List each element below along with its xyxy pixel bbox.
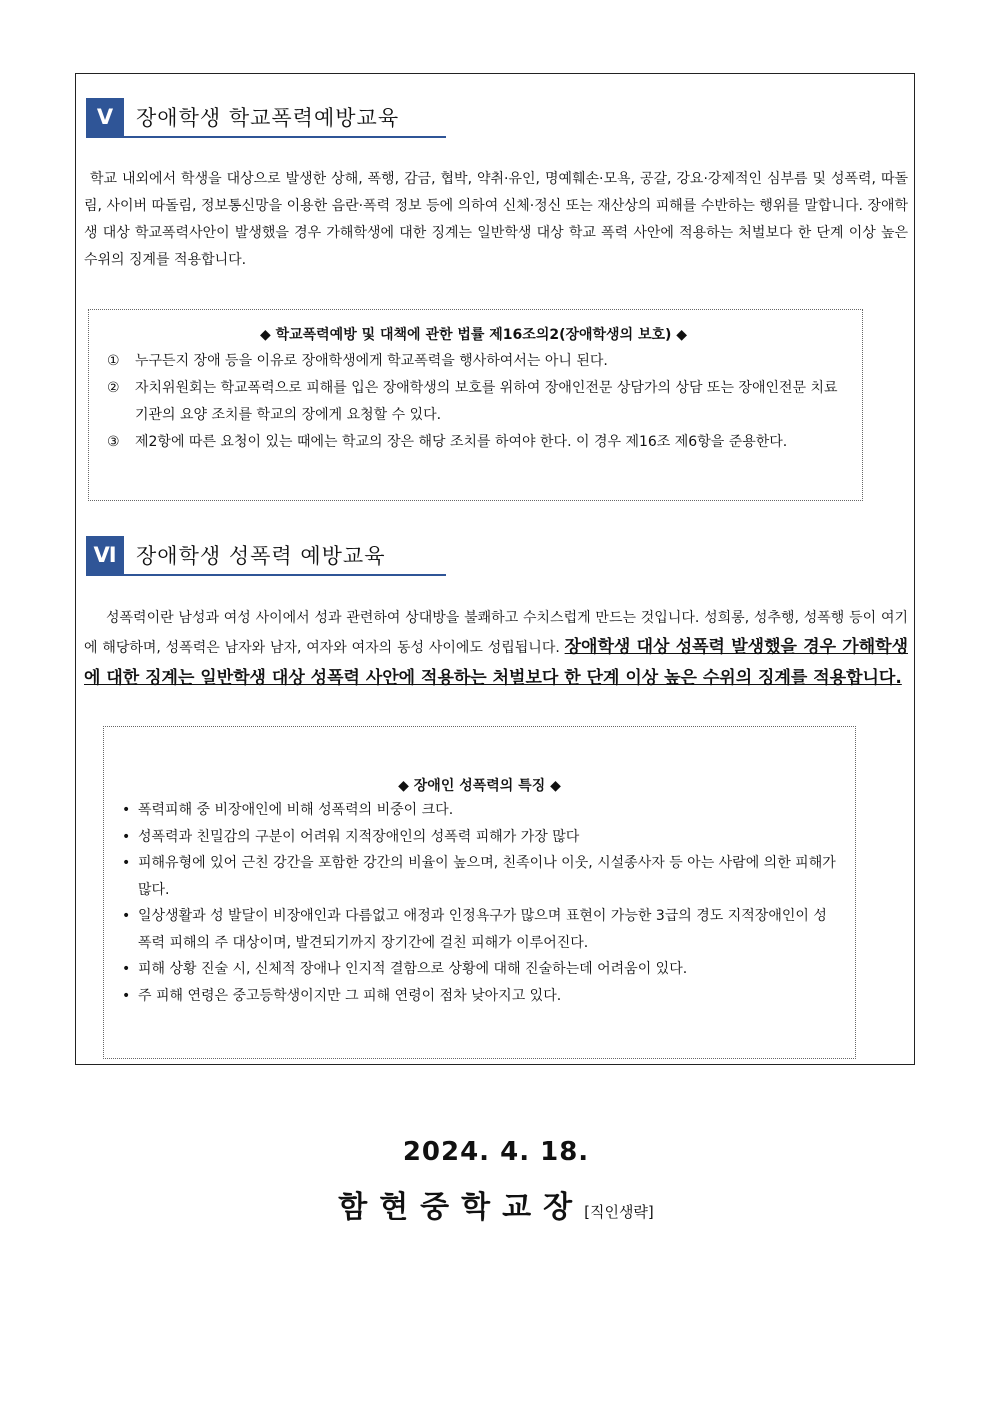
section-5-header [86, 98, 446, 138]
feature-item-text: 폭력피해 중 비장애인에 비해 성폭력의 비중이 크다. [138, 802, 454, 818]
content-frame [75, 73, 915, 1065]
feature-item-text: 주 피해 연령은 중고등학생이지만 그 피해 연령이 점차 낮아지고 있다. [138, 987, 562, 1004]
feature-item [122, 797, 837, 824]
section-5-number: Ⅴ [86, 98, 124, 136]
law-box-title: ◆ 학교폭력예방 및 대책에 관한 법률 제16조의2(장애학생의 보호) ◆ [259, 327, 688, 343]
bullet-icon: • [122, 908, 131, 924]
feature-item-text: 일상생활과 성 발달이 비장애인과 다름없고 애정과 인정욕구가 많으며 표현이 가능한 3급의 경도 지적장애인이 성폭력 피해의 주 대상이며, 발견되기까지 장기간에 걸친 피해가 이루어진다. [138, 908, 827, 951]
law-item-number: ③ [107, 434, 120, 450]
feature-item-text: 성폭력과 친밀감의 구분이 어려워 지적장애인의 성폭력 피해가 가장 많다 [138, 828, 580, 845]
signer-line [0, 1182, 992, 1226]
section-6-number: Ⅵ [86, 536, 124, 574]
bullet-icon: • [122, 855, 131, 871]
feature-item [122, 850, 837, 903]
document-date: 2024. 4. 18. [402, 1137, 590, 1167]
feature-item-text: 피해유형에 있어 근친 강간을 포함한 강간의 비율이 높으며, 친족이나 이웃, 시설종사자 등 아는 사람에 의한 피해가 많다. [138, 855, 836, 898]
seal-omitted-note: [직인생략] [584, 1203, 654, 1221]
feature-item-text: 피해 상황 진술 시, 신체적 장애나 인지적 결함으로 상황에 대해 진술하는데 어려움이 있다. [138, 961, 688, 977]
law-box [88, 309, 863, 501]
bullet-icon: • [122, 961, 131, 977]
bullet-icon: • [122, 987, 131, 1004]
law-item-number: ② [107, 380, 120, 396]
feature-item [122, 824, 837, 851]
section-5-body: 학교 내외에서 학생을 대상으로 발생한 상해, 폭행, 감금, 협박, 약취·유인, 명예훼손·모욕, 공갈, 강요·강제적인 심부름 및 성폭력, 따돌림, 사이버 따돌림, 정보통신망을 이용한 음란·폭력 정보 등에 의하여 신체·정신 또는 재산상의 피해를 수반하는 행위를 말합니다. 장애학생 대상 학교폭력사안이 발생했을 경우 가해학생에 대한 징계는 일반학생 대상 학교 폭력 사안에 적용하는 처벌보다 한 단계 이상 높은 수위의 징계를 적용합니다. [84, 171, 908, 268]
section-6-header [86, 536, 446, 576]
section-6-title: 장애학생 성폭력 예방교육 [136, 544, 386, 568]
section-6-emphasis: 장애학생 대상 성폭력 발생했을 경우 가해학생에 대한 징계는 일반학생 대상 성폭력 사안에 적용하는 처벌보다 한 단계 이상 높은 수위의 징계를 적용합니다. [84, 637, 908, 688]
law-item [107, 429, 840, 456]
bullet-icon: • [122, 802, 131, 818]
feature-item [122, 903, 837, 956]
section-6-body [84, 605, 908, 694]
feature-box-title: ◆ 장애인 성폭력의 특징 ◆ [398, 778, 561, 794]
law-item [107, 348, 840, 375]
feature-item [122, 956, 837, 983]
law-item [107, 375, 840, 429]
law-item-text: 자치위원회는 학교폭력으로 피해를 입은 장애학생의 보호를 위하여 장애인전문 상담가의 상담 또는 장애인전문 치료기관의 요양 조치를 학교의 장에게 요청할 수 있다. [135, 380, 838, 423]
feature-box [103, 726, 856, 1059]
signer-name: 함현중학교장 [338, 1190, 585, 1225]
section-6-body-text: 성폭력이란 남성과 여성 사이에서 성과 관련하여 상대방을 불쾌하고 수치스럽게 만드는 것입니다. 성희롱, 성추행, 성폭행 등이 여기에 해당하며, 성폭력은 남자와 남자, 여자와 여자의 동성 사이에도 성립됩니다. [84, 610, 908, 656]
law-item-text: 제2항에 따른 요청이 있는 때에는 학교의 장은 해당 조치를 하여야 한다. 이 경우 제16조 제6항을 준용한다. [135, 434, 788, 450]
feature-item [122, 983, 837, 1010]
section-5-title: 장애학생 학교폭력예방교육 [136, 106, 400, 130]
law-item-text: 누구든지 장애 등을 이유로 장애학생에게 학교폭력을 행사하여서는 아니 된다. [135, 353, 608, 369]
law-item-number: ① [107, 353, 120, 369]
bullet-icon: • [122, 828, 131, 845]
